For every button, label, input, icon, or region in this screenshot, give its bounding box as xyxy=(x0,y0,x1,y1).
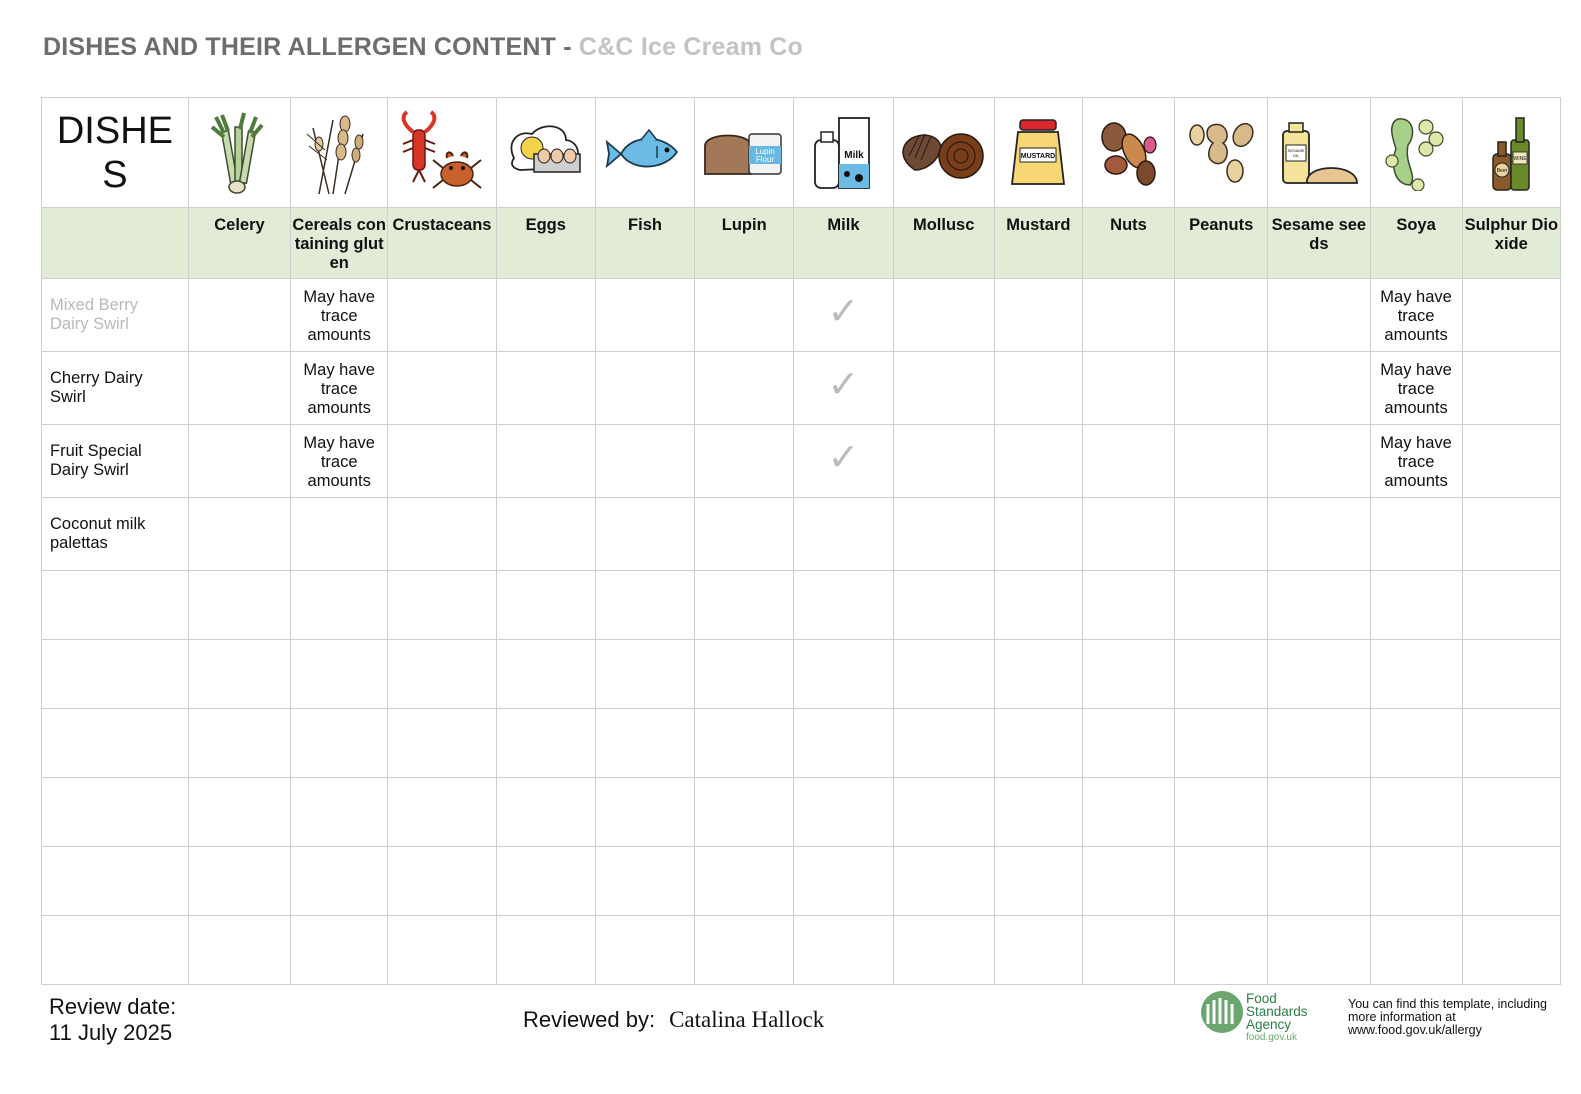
empty-cell xyxy=(496,916,595,985)
allergen-note-cell: May have trace amounts xyxy=(291,425,388,498)
empty-cell xyxy=(1370,778,1462,847)
fsa-web: food.gov.uk xyxy=(1246,1032,1297,1043)
allergen-empty-cell xyxy=(1082,352,1174,425)
empty-cell xyxy=(388,916,496,985)
header-blank-cell xyxy=(42,208,189,279)
dish-name: Fruit Special Dairy Swirl xyxy=(42,425,189,498)
check-mark: ✓ xyxy=(827,288,860,333)
empty-cell xyxy=(388,640,496,709)
empty-table-row xyxy=(42,709,1561,778)
allergen-empty-cell xyxy=(1175,352,1268,425)
empty-cell xyxy=(893,778,994,847)
empty-cell xyxy=(794,778,893,847)
check-mark: ✓ xyxy=(827,361,860,406)
empty-cell xyxy=(794,640,893,709)
allergen-empty-cell xyxy=(1268,498,1370,571)
allergen-empty-cell xyxy=(1268,425,1370,498)
allergen-empty-cell xyxy=(188,352,290,425)
mollusc-icon xyxy=(893,98,994,208)
empty-cell xyxy=(994,640,1082,709)
empty-cell xyxy=(42,571,189,640)
nuts-icon xyxy=(1082,98,1174,208)
empty-cell xyxy=(291,571,388,640)
fsa-line1: Food xyxy=(1246,991,1277,1006)
allergen-empty-cell xyxy=(1462,279,1560,352)
empty-cell xyxy=(595,847,694,916)
empty-cell xyxy=(1175,640,1268,709)
empty-cell xyxy=(496,778,595,847)
allergen-empty-cell xyxy=(695,498,794,571)
empty-cell xyxy=(893,709,994,778)
empty-cell xyxy=(695,709,794,778)
empty-cell xyxy=(1175,709,1268,778)
allergen-header-celery: Celery xyxy=(188,208,290,279)
empty-cell xyxy=(291,778,388,847)
allergen-empty-cell xyxy=(188,279,290,352)
empty-cell xyxy=(1082,916,1174,985)
allergen-note-cell: May have trace amounts xyxy=(1370,425,1462,498)
empty-cell xyxy=(893,640,994,709)
empty-cell xyxy=(1082,778,1174,847)
svg-text:WINE: WINE xyxy=(1513,155,1527,162)
table-row xyxy=(42,352,1561,425)
dish-name: Coconut milk palettas xyxy=(42,498,189,571)
allergen-check-cell xyxy=(794,352,893,425)
empty-cell xyxy=(893,916,994,985)
empty-cell xyxy=(188,571,290,640)
allergen-empty-cell xyxy=(1370,498,1462,571)
empty-cell xyxy=(893,847,994,916)
allergen-header-eggs: Eggs xyxy=(496,208,595,279)
empty-cell xyxy=(1082,640,1174,709)
empty-cell xyxy=(1462,709,1560,778)
allergen-empty-cell xyxy=(893,425,994,498)
empty-cell xyxy=(695,847,794,916)
dishes-header-cell xyxy=(42,98,189,208)
empty-cell xyxy=(893,571,994,640)
allergen-header-milk: Milk xyxy=(794,208,893,279)
table-row xyxy=(42,279,1561,352)
allergen-empty-cell xyxy=(188,498,290,571)
allergen-header-soya: Soya xyxy=(1370,208,1462,279)
allergen-note-cell: May have trace amounts xyxy=(291,279,388,352)
allergen-header-mustard: Mustard xyxy=(994,208,1082,279)
empty-cell xyxy=(794,571,893,640)
template-note: You can find this template, including more information at www.food.gov.uk/allergy xyxy=(1348,997,1547,1037)
allergen-header-crustaceans: Crustaceans xyxy=(388,208,496,279)
empty-cell xyxy=(1268,847,1370,916)
allergen-note-cell: May have trace amounts xyxy=(291,352,388,425)
empty-cell xyxy=(42,847,189,916)
allergen-empty-cell xyxy=(595,352,694,425)
empty-cell xyxy=(1082,709,1174,778)
fsa-line2: Standards xyxy=(1246,1004,1308,1019)
empty-cell xyxy=(188,847,290,916)
empty-cell xyxy=(1370,709,1462,778)
allergen-empty-cell xyxy=(595,279,694,352)
empty-cell xyxy=(1370,571,1462,640)
allergen-empty-cell xyxy=(794,498,893,571)
allergen-empty-cell xyxy=(496,425,595,498)
empty-cell xyxy=(1175,571,1268,640)
allergen-empty-cell xyxy=(893,352,994,425)
empty-cell xyxy=(1370,847,1462,916)
company-name: C&C Ice Cream Co xyxy=(578,33,804,61)
allergen-empty-cell xyxy=(695,352,794,425)
empty-cell xyxy=(695,916,794,985)
check-mark: ✓ xyxy=(827,434,860,479)
empty-cell xyxy=(1082,847,1174,916)
svg-text:MUSTARD: MUSTARD xyxy=(1021,152,1056,160)
allergen-empty-cell xyxy=(1462,425,1560,498)
empty-cell xyxy=(188,916,290,985)
allergen-empty-cell xyxy=(1268,352,1370,425)
empty-cell xyxy=(496,640,595,709)
soya-icon xyxy=(1370,98,1462,208)
empty-cell xyxy=(42,640,189,709)
empty-cell xyxy=(794,847,893,916)
empty-table-row xyxy=(42,847,1561,916)
empty-cell xyxy=(994,847,1082,916)
table-row xyxy=(42,425,1561,498)
allergen-header-nuts: Nuts xyxy=(1082,208,1174,279)
empty-cell xyxy=(794,916,893,985)
allergen-empty-cell xyxy=(1082,279,1174,352)
empty-cell xyxy=(291,916,388,985)
allergen-empty-cell xyxy=(695,279,794,352)
allergen-empty-cell xyxy=(388,279,496,352)
allergen-empty-cell xyxy=(496,498,595,571)
allergen-header-row xyxy=(42,208,1561,279)
svg-text:Milk: Milk xyxy=(844,149,865,161)
empty-cell xyxy=(388,778,496,847)
empty-cell xyxy=(496,709,595,778)
empty-table-row xyxy=(42,640,1561,709)
reviewer-signature: Catalina Hallock xyxy=(669,1007,825,1032)
wheat-icon xyxy=(291,98,388,208)
empty-cell xyxy=(291,640,388,709)
svg-text:Beer: Beer xyxy=(1497,167,1508,174)
empty-cell xyxy=(1462,847,1560,916)
fish-icon xyxy=(595,98,694,208)
allergen-empty-cell xyxy=(1268,279,1370,352)
allergen-empty-cell xyxy=(893,279,994,352)
allergen-header-sulphur-dioxide: Sulphur Dioxide xyxy=(1462,208,1560,279)
empty-cell xyxy=(1370,916,1462,985)
empty-cell xyxy=(291,709,388,778)
empty-cell xyxy=(388,709,496,778)
crustacean-icon xyxy=(388,98,496,208)
review-date-label: Review date: xyxy=(49,994,177,1019)
empty-cell xyxy=(595,571,694,640)
allergen-header-cereals-containing-gluten: Cereals containing gluten xyxy=(291,208,388,279)
lupin-flour-icon xyxy=(695,98,794,208)
reviewed-by-block xyxy=(523,1007,824,1033)
allergen-header-fish: Fish xyxy=(595,208,694,279)
empty-cell xyxy=(994,571,1082,640)
allergen-header-peanuts: Peanuts xyxy=(1175,208,1268,279)
allergen-empty-cell xyxy=(994,279,1082,352)
empty-cell xyxy=(388,847,496,916)
peanuts-icon xyxy=(1175,98,1268,208)
empty-cell xyxy=(595,916,694,985)
allergen-empty-cell xyxy=(893,498,994,571)
allergen-empty-cell xyxy=(1082,498,1174,571)
empty-cell xyxy=(42,778,189,847)
empty-cell xyxy=(1268,640,1370,709)
empty-table-row xyxy=(42,571,1561,640)
svg-text:SESAME: SESAME xyxy=(1287,147,1305,153)
empty-cell xyxy=(188,709,290,778)
empty-cell xyxy=(695,571,794,640)
svg-text:Lupin: Lupin xyxy=(755,146,776,156)
allergen-empty-cell xyxy=(994,425,1082,498)
empty-cell xyxy=(994,916,1082,985)
empty-cell xyxy=(1268,778,1370,847)
empty-cell xyxy=(1175,847,1268,916)
allergen-note-cell: May have trace amounts xyxy=(1370,279,1462,352)
allergen-check-cell xyxy=(794,425,893,498)
allergen-empty-cell xyxy=(1175,279,1268,352)
allergen-empty-cell xyxy=(388,352,496,425)
allergen-empty-cell xyxy=(188,425,290,498)
allergen-empty-cell xyxy=(388,498,496,571)
review-date-value: 11 July 2025 xyxy=(49,1020,173,1045)
empty-cell xyxy=(695,778,794,847)
empty-cell xyxy=(994,709,1082,778)
svg-text:Flour: Flour xyxy=(756,154,775,164)
allergen-empty-cell xyxy=(994,352,1082,425)
empty-cell xyxy=(595,709,694,778)
empty-cell xyxy=(1175,778,1268,847)
empty-cell xyxy=(388,571,496,640)
allergen-empty-cell xyxy=(595,425,694,498)
allergen-note-cell: May have trace amounts xyxy=(1370,352,1462,425)
allergen-empty-cell xyxy=(1462,352,1560,425)
empty-cell xyxy=(794,709,893,778)
celery-icon xyxy=(188,98,290,208)
allergen-empty-cell xyxy=(291,498,388,571)
empty-cell xyxy=(1462,640,1560,709)
empty-cell xyxy=(994,778,1082,847)
empty-cell xyxy=(1175,916,1268,985)
allergen-empty-cell xyxy=(388,425,496,498)
empty-table-row xyxy=(42,778,1561,847)
allergen-empty-cell xyxy=(595,498,694,571)
empty-cell xyxy=(42,709,189,778)
empty-cell xyxy=(1462,916,1560,985)
empty-cell xyxy=(496,571,595,640)
allergen-empty-cell xyxy=(1175,498,1268,571)
empty-cell xyxy=(42,916,189,985)
empty-cell xyxy=(188,778,290,847)
title-main: DISHES AND THEIR ALLERGEN CONTENT - xyxy=(43,33,579,61)
sesame-icon xyxy=(1268,98,1370,208)
dishes-header: DISHES xyxy=(56,109,173,196)
allergen-empty-cell xyxy=(994,498,1082,571)
allergen-empty-cell xyxy=(496,279,595,352)
empty-cell xyxy=(1082,571,1174,640)
page-title xyxy=(43,33,803,62)
dish-name: Cherry Dairy Swirl xyxy=(42,352,189,425)
svg-text:OIL: OIL xyxy=(1292,152,1300,158)
empty-cell xyxy=(1268,916,1370,985)
empty-cell xyxy=(695,640,794,709)
icon-row xyxy=(42,98,1561,208)
table-row xyxy=(42,498,1561,571)
allergen-header-lupin: Lupin xyxy=(695,208,794,279)
empty-cell xyxy=(291,847,388,916)
eggs-icon xyxy=(496,98,595,208)
empty-cell xyxy=(595,778,694,847)
fsa-wordmark xyxy=(1246,992,1308,1044)
allergen-empty-cell xyxy=(496,352,595,425)
allergen-empty-cell xyxy=(695,425,794,498)
empty-cell xyxy=(188,640,290,709)
reviewed-by-label: Reviewed by: xyxy=(523,1007,656,1032)
mustard-icon xyxy=(994,98,1082,208)
review-date-block xyxy=(49,994,176,1046)
empty-cell xyxy=(1268,571,1370,640)
allergen-header-mollusc: Mollusc xyxy=(893,208,994,279)
allergen-check-cell xyxy=(794,279,893,352)
empty-cell xyxy=(595,640,694,709)
empty-cell xyxy=(1370,640,1462,709)
allergen-empty-cell xyxy=(1462,498,1560,571)
empty-cell xyxy=(1462,778,1560,847)
allergen-empty-cell xyxy=(1082,425,1174,498)
allergen-empty-cell xyxy=(1175,425,1268,498)
wine-beer-icon xyxy=(1462,98,1560,208)
empty-cell xyxy=(1268,709,1370,778)
allergen-header-sesame-seeds: Sesame seeds xyxy=(1268,208,1370,279)
empty-cell xyxy=(496,847,595,916)
empty-table-row xyxy=(42,916,1561,985)
allergen-table xyxy=(41,97,1561,985)
empty-cell xyxy=(1462,571,1560,640)
fsa-line3: Agency xyxy=(1246,1017,1292,1032)
dish-name: Mixed Berry Dairy Swirl xyxy=(42,279,189,352)
milk-icon xyxy=(794,98,893,208)
